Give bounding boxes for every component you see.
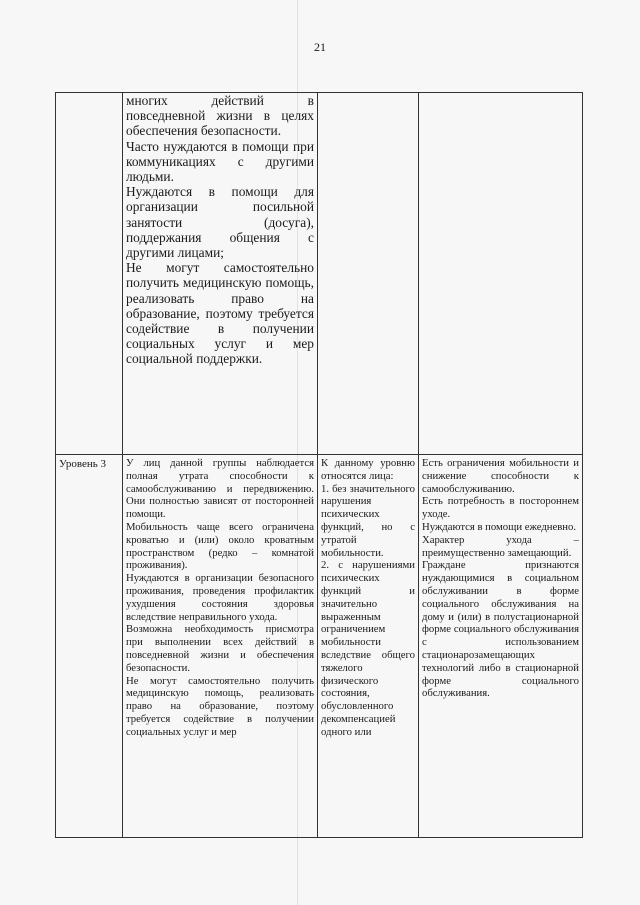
paragraph: Мобильность чаще всего ограничена кроватью и (или) около кроватным пространством (редко – комнатой проживания).	[126, 520, 314, 572]
paragraph: К данному уровню относятся лица:	[321, 457, 415, 482]
table-row	[56, 455, 583, 838]
paragraph: Не могут самостоятельно получить медицинскую помощь, реализовать право на образование, поэтому требуется содействие в получении социальных услуг и мер социальной поддержки.	[126, 260, 314, 367]
criteria-table	[55, 92, 583, 838]
paragraph: 2. с нарушениями психических функций и значительно выраженным ограничением мобильности вследствие общего тяжелого физического состояния, обусловленного декомпенсацией одного или	[321, 559, 415, 738]
description-cell	[123, 93, 318, 455]
category-cell	[318, 93, 419, 455]
table-row	[56, 93, 583, 455]
paragraph: Нуждаются в организации безопасного проживания, проведения профилактик ухудшения состояния здоровья вследствие неправильного ухода.	[126, 572, 314, 623]
paragraph: Характер ухода – преимущественно замещающий.	[422, 533, 579, 559]
description-cell	[123, 455, 318, 838]
care-needs-cell	[419, 93, 583, 455]
paragraph: Не могут самостоятельно получить медицинскую помощь, реализовать право на образование, поэтому требуется содействие в получении социальных услуг и мер	[126, 674, 314, 738]
paragraph: Есть потребность в постороннем уходе.	[422, 495, 579, 521]
paragraph: Есть ограничения мобильности и снижение способности к самообслуживанию.	[422, 457, 579, 495]
paragraph: Возможна необходимость присмотра при выполнении всех действий в повседневной жизни и обеспечения безопасности.	[126, 623, 314, 674]
level-label: Уровень 3	[59, 458, 106, 470]
paragraph: Часто нуждаются в помощи при коммуникациях с другими людьми.	[126, 138, 314, 185]
paragraph: 1. без значительного нарушения психических функций, но с утратой мобильности.	[321, 482, 415, 559]
level-cell	[56, 455, 123, 838]
paragraph: Нуждаются в помощи для организации посильной занятости (досуга), поддержания общения с другими лицами;	[126, 184, 314, 261]
paragraph: многих действий в повседневной жизни в целях обеспечения безопасности.	[126, 93, 314, 139]
care-needs-cell	[419, 455, 583, 838]
paragraph: Граждане признаются нуждающимися в социальном обслуживании в форме социального обслуживания на дому и (или) в полустационарной форме социального обслуживания с использованием стационарозамещающих технологий либо в стационарной форме социального обслуживания.	[422, 559, 579, 700]
category-cell	[318, 455, 419, 838]
page-number: 21	[314, 40, 326, 54]
paragraph: У лиц данной группы наблюдается полная утрата способности к самообслуживанию и передвижению. Они полностью зависят от посторонней помощи.	[126, 457, 314, 521]
level-cell	[56, 93, 123, 455]
paragraph: Нуждаются в помощи ежедневно.	[422, 520, 577, 533]
